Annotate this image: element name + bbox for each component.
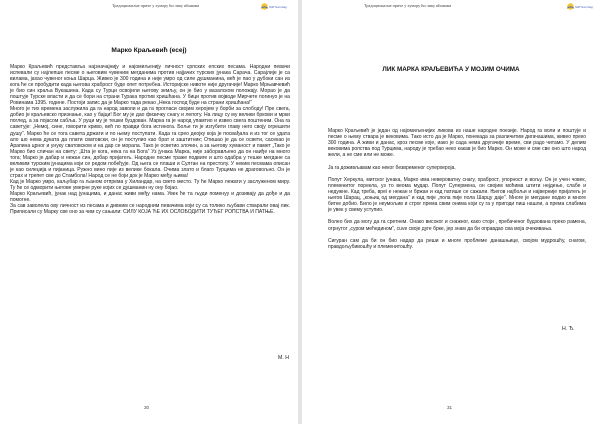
essay-body	[10, 64, 290, 215]
sun-logo-icon	[260, 2, 269, 11]
author-signature: Н. Ђ.	[562, 326, 575, 332]
sun-logo-icon	[566, 2, 575, 11]
page-number: 31	[447, 405, 453, 410]
logo	[260, 2, 286, 12]
paragraph: Сигуран сам да би он био надар да реши и многе проблеме данашњице, својом мудрошћу, снагом, правдољубивошћу и племенитошћу.	[328, 237, 586, 250]
paragraph: За сав заволела ову личност из песама и дивним се народним певачима који су са толико љубави стварали овај лик. Приписали су Марку све оно за чим су сањали: СИЛУ КОЈА ЋЕ ИХ ОСЛОБОДИТИ ТУЂЕГ РОПСТВА И ПАТЊЕ.	[10, 203, 290, 216]
logo-text: Stiff Sunshag	[575, 5, 593, 9]
paragraph: Марко Краљевић представља најзначајнију и најомиљенију личност српских епских песама. Народни певачи испевали су најлепше песме о његовим чувеним мегданима против најјачих турских јунака Сарача. Сарајлије је са вилама, јахао чувеног коња Шарца. Живео је 300 година и није умро од силе душманина, већ је пао у дубоки сан из кога ће се пробудити када његова храброст буде опет потребна. Историјске нивоте није другачије! Марко Мрњавчевић је био син краља Вукашина. Када су Турци освојили његову земљу, он је био у вазалском положају. Морао је да поштује Турске власти и да се бори на страни Турака против хришћана. У бици против војводе Мирчете погинуо је на Ровинама 1395. године. Постоји запис да је Марко тада рекао „Нека господ буде на страни хришћана!“	[10, 64, 290, 107]
author-signature: М. Н	[278, 355, 289, 361]
page-number: 30	[144, 405, 150, 410]
essay-body	[328, 128, 586, 250]
paragraph: Много је тих времена заслужила да га народ заволи и да га прогласи својим херојем у борби за слободу! Пре свега, добио је краљевско признање, као у бајци! Бог му је дао физичку снагу и лепоту. На лицу су му велики бркови и мрки поглед, а за појасом сабља. У руци му је тешки буздован. Марка га је народ упамтио и извео свега поштеним. Она га саветује: „Немој, сине, говорити кривo, већ по правди бога истинога. Боље ти је изгубити главу него своју огрешити душу“. Марко ће се тога савета држати и по њему поступати. Када га срео деојку која је посвађала и из тог се удата ало шо нема дуката да плати сватовски, он је поступио као брат и заштитник; Отишао је да се освети, сасекао је Арапина црног и унуку сватовском и на дар се морала. Тако је осветио злочин, а за његову хуманост и памет „Тако је Марко био сличан на свету: „Шта је кога, нека га на Бога“ Уз јунака Марка, није заборављено да он наиђе на много тога; Марко је дабар и нежан син, добар пријатељ. Народне песме траже подвиге и што одабра у тешке мегдане са великим турским јунацима који се редом побеђује. Од њега се плаши и Султан на престолу. У неким песмама описан је као силеџија и пијаница. Ружно вино пије из велике бокала. Очима злато и благо Турцима не драговољно. Он је страх и трепет све до Стамбола! Народ се не боји док је Марко међу њима!	[10, 106, 290, 179]
paragraph: Ја га доживљавам као неког безвременог суперхероја.	[328, 164, 456, 171]
right-page	[302, 0, 600, 424]
paragraph: Кад је Марко умро, каљубар га љаном отпрема у Хиландар, на свето место. Ту ће Марко лежати у заслуженом миру. Ту ће се одморити његове умерне руке којих се душманин ну ону бојао.	[10, 178, 290, 191]
paragraph: Волео бих да могу да га сретнем. Онако високог и снажног, како стоји , пребаченог будзована преко рамена, огрнутог „суром мећедином“, сuve своје дуге бркe, jер знам да би оправдао сва моја очекивања.	[328, 219, 586, 232]
logo	[566, 2, 592, 12]
page-title: ЛИК МАРКА КРАЉЕВИЋА У МОЈИМ ОЧИМА	[382, 66, 520, 73]
page-title: Марко Краљевић (есеј)	[111, 47, 187, 54]
paragraph: Попут Херкула, митског јунака, Марко има невероватну снагу, храброст, упорност и вољу. Он је учен човек, племенитог порекла, уз то веома мудар. Попут Супермена, он својим моћима штити нејдење, слабе и недужне. Кад треба, вреi е нежан и бржан и кад патише се сажали. Њеrов најбољи и најверније пријатељ је његов Шарац, „коњиц од мегдана“ и кад пије „пола пије пола Шарцу даје“. Многе је мегдане водио и многе битке добио. Било је неумољив и строг према свим онима који су га у пригоди пиш нашли, а према слабима је увек у свему уступио.	[328, 176, 586, 214]
paragraph: Марко Краљевић, јунак над јунацима, и данас живи међу нама. Увек ће та људи поменуy и дозивају да дође и да помогне.	[10, 190, 290, 204]
running-header: Традиционалне приче у хумору ћи лику ићинама	[364, 3, 452, 8]
running-header: Традиционалне приче у хумору ћи лику ићинама	[112, 3, 200, 8]
paragraph: Марко Краљевић је један од најомиљенијих ликова из наше народне поезије. Народ га воли и поштује и песме о њему ствара је вековима. Тако исто да је Марко, понекада за различитим дигачашима, живео преко 300 година. А живи и данас, кроз песме које, иако је сада нема другачије време, сви радо читамо. У делим вековима ропства под Турцима, народу је требао неко какав је био Марко. Он може и сме све оно што народ жели, а не сме или не може.	[328, 128, 586, 159]
logo-text: Stiff Sunshag	[269, 5, 287, 9]
left-page	[0, 0, 298, 424]
